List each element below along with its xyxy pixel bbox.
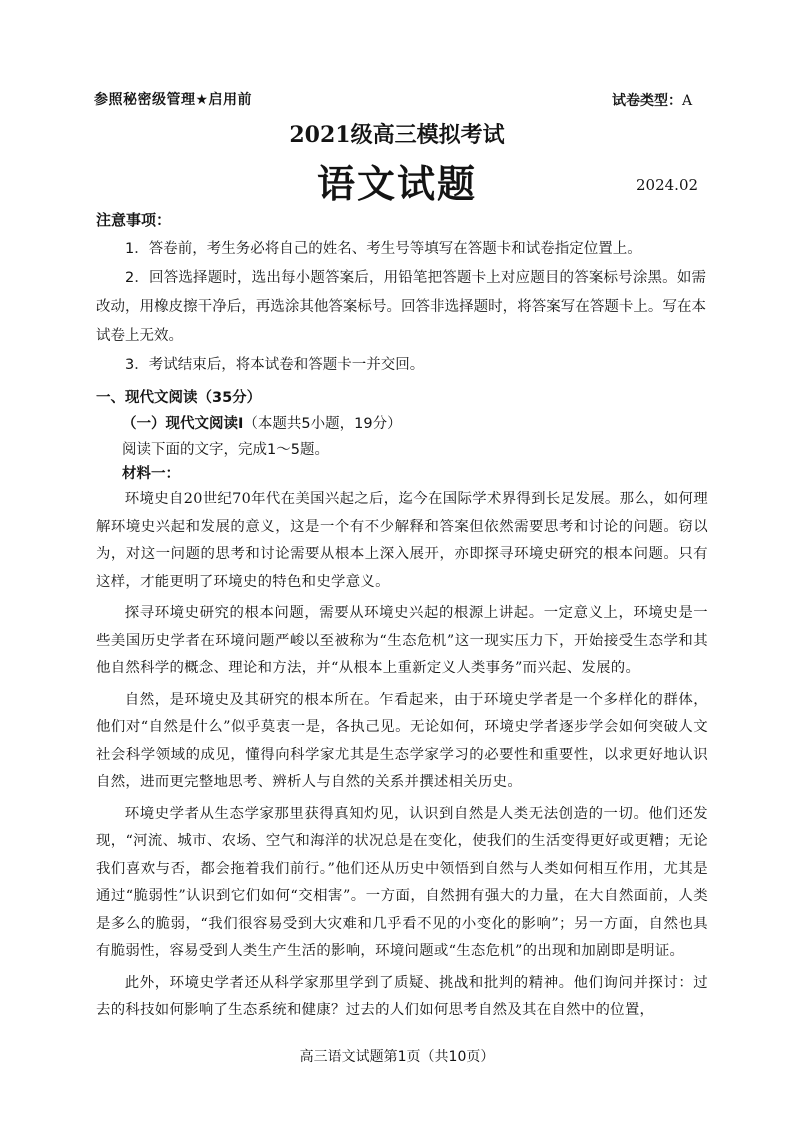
subsection-note: （本题共5小题，19分） [243,416,402,432]
paper-type-value: A [682,93,693,109]
passage-body [96,486,708,1029]
material-label: 材料一： [122,466,180,482]
notes-list [96,235,706,380]
reading-instruction: 阅读下面的文字，完成1～5题。 [122,442,329,458]
passage-paragraph: 环境史学者从生态学家那里获得真知灼见，认识到自然是人类无法创造的一切。他们还发现，“河流、城市、农场、空气和海洋的状况总是在变化，使我们的生活变得更好或更糟；无论我们喜欢与否，都会拖着我们前行。”他们还从历史中领悟到自然与人类如何相互作用，尤其是通过“脆弱性”认识到它们如何“交相害”。一方面，自然拥有强大的力量，在大自然面前，人类是多么的脆弱，“我们很容易受到大灾难和几乎看不见的小变化的影响”；另一方面，自然也具有脆弱性，容易受到人类生产生活的影响，环境问题或“生态危机”的出现和加剧即是明证。 [96,805,708,959]
page-footer: 高三语文试题第1页（共10页） [299,1049,495,1065]
confidentiality-label: 参照秘密级管理★启用前 [94,92,253,108]
note-item: 3．考试结束后，将本试卷和答题卡一并交回。 [125,357,425,373]
subsection-title: （一）现代文阅读Ⅰ [122,416,244,432]
passage-paragraph: 探寻环境史研究的根本问题，需要从环境史兴起的根源上讲起。一定意义上，环境史是一些美国历史学者在环境问题严峻以至被称为“生态危机”这一现实压力下，开始接受生态学和其他自然科学的概念、理论和方法，并“从根本上重新定义人类事务”而兴起、发展的。 [96,605,708,676]
exam-date: 2024.02 [636,176,699,194]
paper-type-label: 试卷类型： [612,93,682,109]
subject-title: 语文试题 [316,162,477,206]
section-heading: 一、现代文阅读（35分） [96,390,262,406]
subsection-heading [122,412,402,433]
note-item: 2．回答选择题时，选出每小题答案后，用铅笔把答题卡上对应题目的答案标号涂黑。如需改动，用橡皮擦干净后，再选涂其他答案标号。回答非选择题时，将答案写在答题卡上。写在本试卷上无效。 [96,270,706,344]
exam-title: 2021级高三模拟考试 [289,122,505,148]
notes-heading: 注意事项： [96,211,172,229]
passage-paragraph: 环境史自20世纪70年代在美国兴起之后，迄今在国际学术界得到长足发展。那么，如何理解环境史兴起和发展的意义，这是一个有不少解释和答案但依然需要思考和讨论的问题。窃以为，对这一问题的思考和讨论需要从根本上深入展开，亦即探寻环境史研究的根本问题。只有这样，才能更明了环境史的特色和史学意义。 [96,491,708,590]
passage-paragraph: 此外，环境史学者还从科学家那里学到了质疑、挑战和批判的精神。他们询问并探讨：过去的科技如何影响了生态系统和健康？过去的人们如何思考自然及其在自然中的位置， [96,974,708,1018]
note-item: 1．答卷前，考生务必将自己的姓名、考生号等填写在答题卡和试卷指定位置上。 [125,241,642,257]
paper-type [612,90,692,110]
passage-paragraph: 自然，是环境史及其研究的根本所在。乍看起来，由于环境史学者是一个多样化的群体，他们对“自然是什么”似乎莫衷一是，各执己见。无论如何，环境史学者逐步学会如何突破人文社会科学领域的成见，懂得向科学家尤其是生态学家学习的必要性和重要性，以求更好地认识自然，进而更完整地思考、辨析人与自然的关系并撰述相关历史。 [96,691,708,790]
